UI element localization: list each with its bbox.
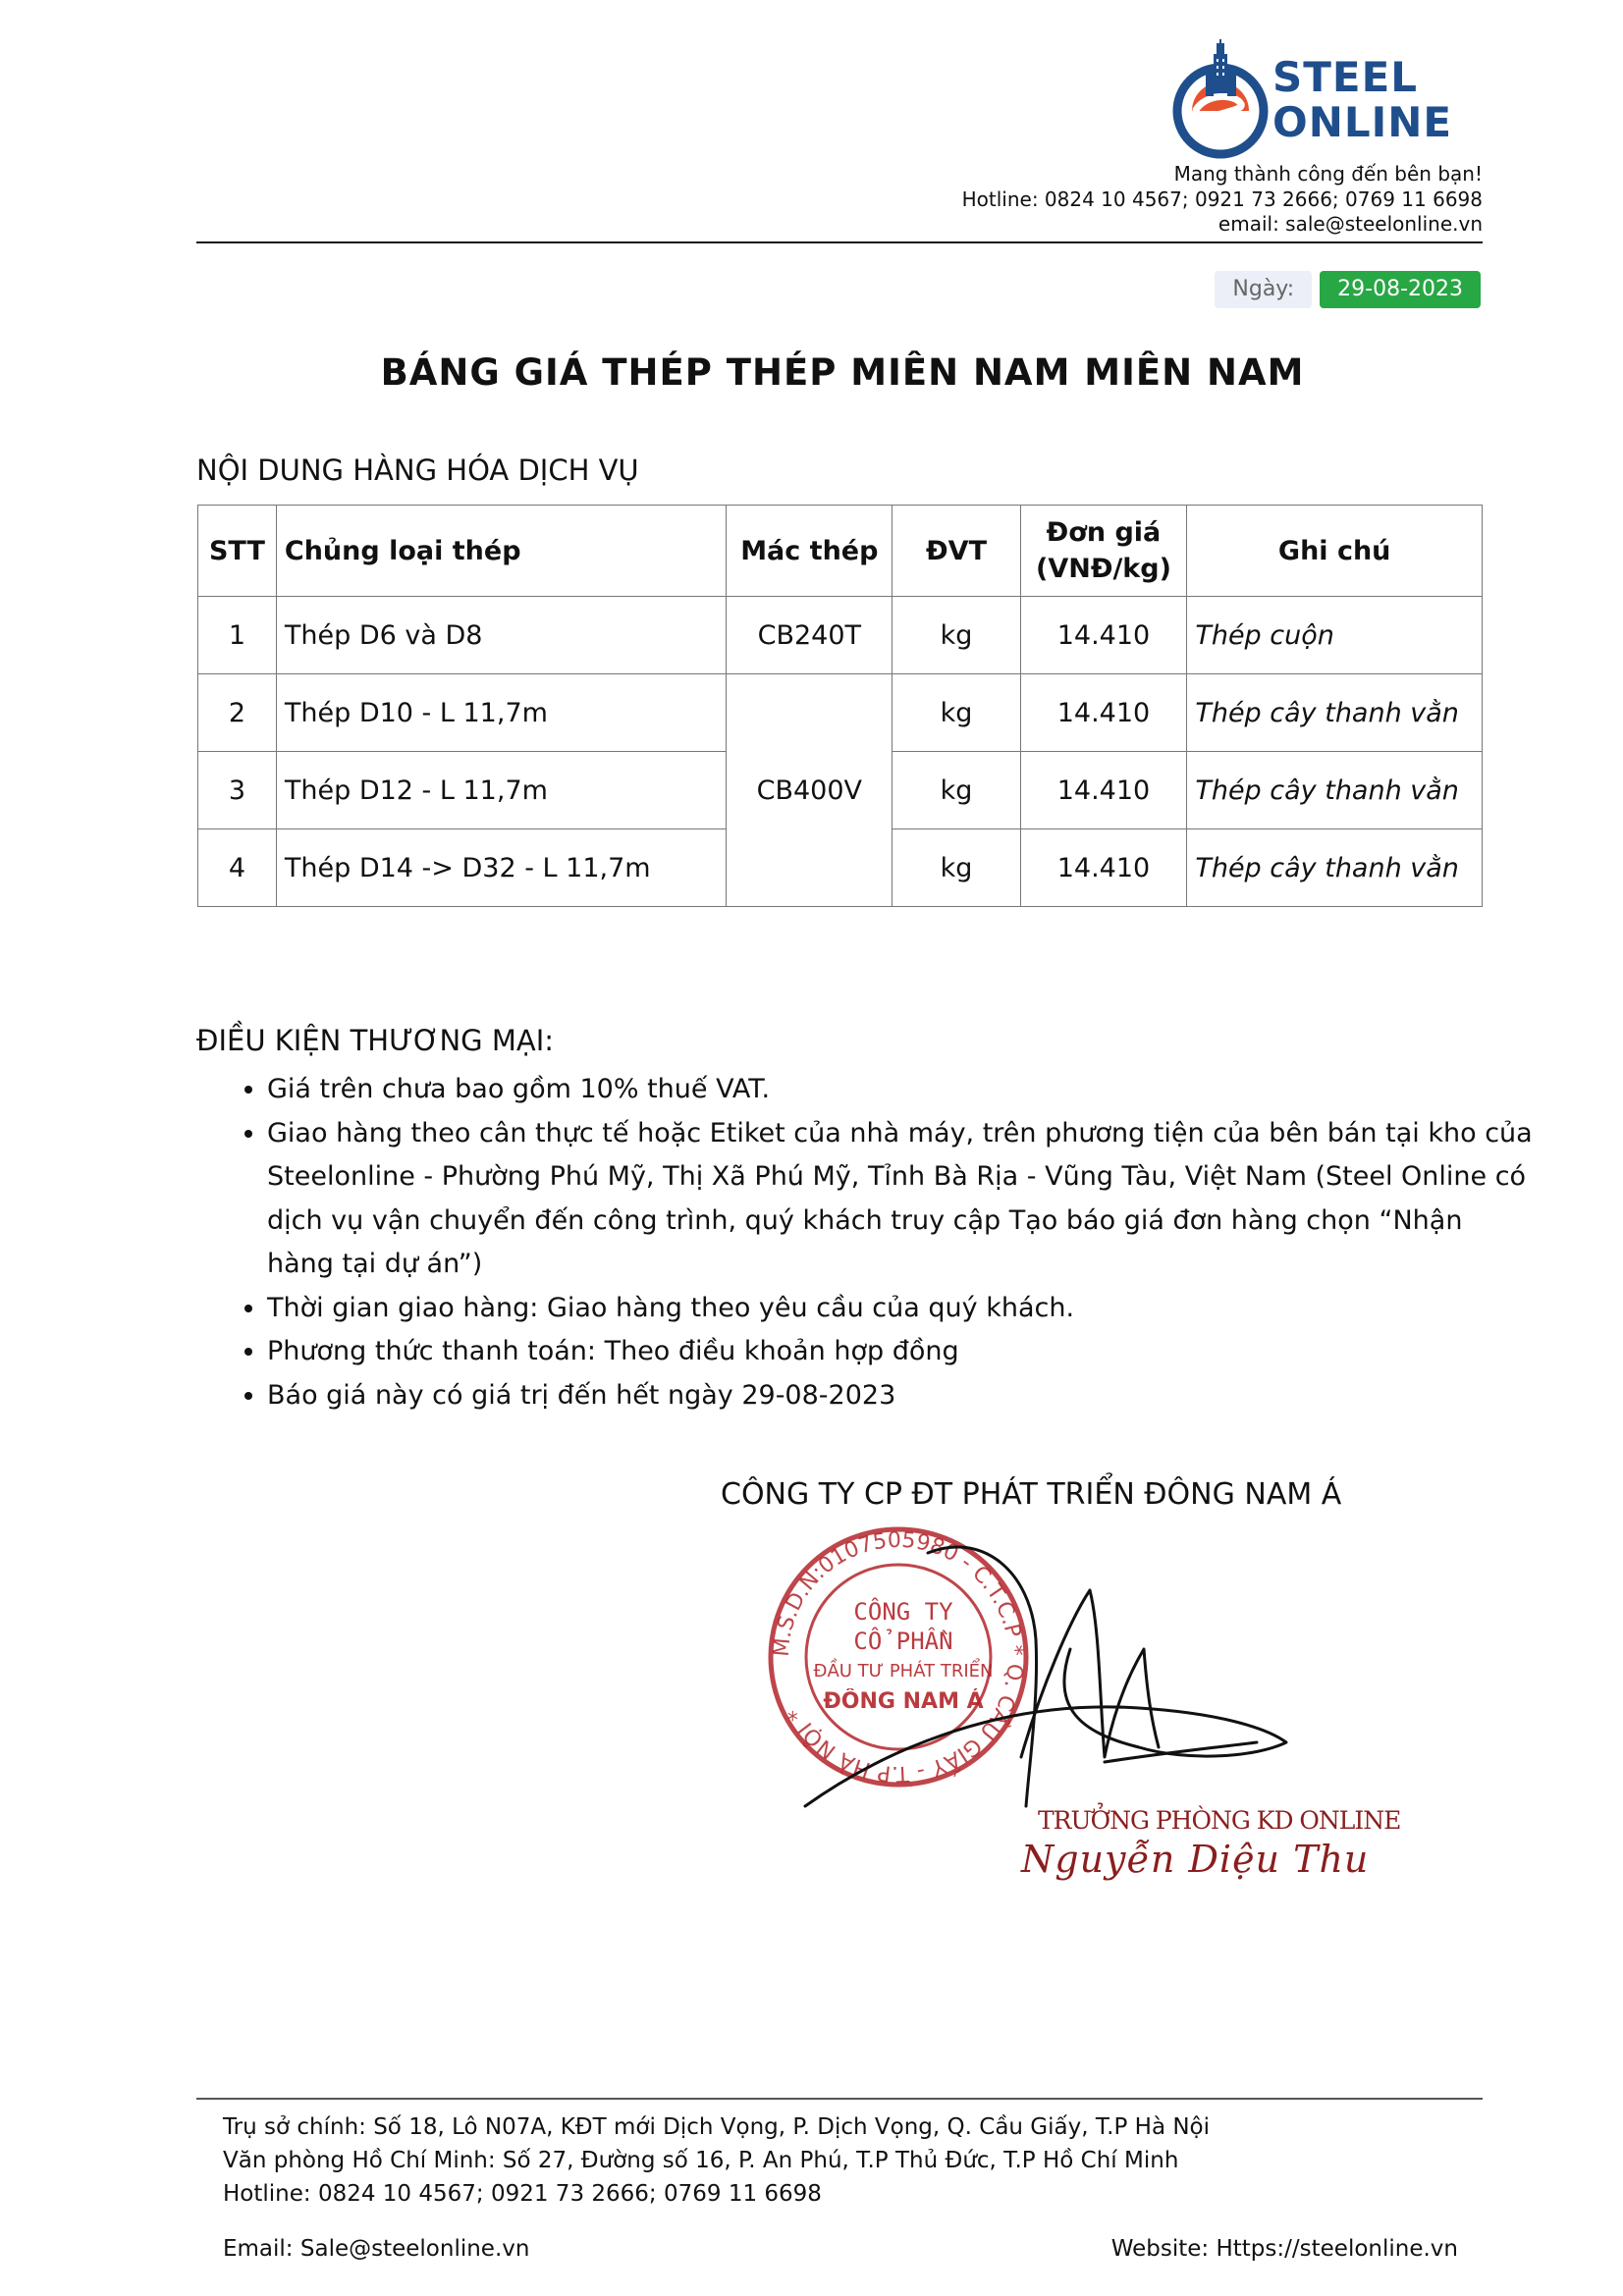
document-title: BÁNG GIÁ THÉP THÉP MIÊN NAM MIÊN NAM (380, 351, 1305, 394)
cell-price: 14.410 (1020, 829, 1187, 907)
price-table (197, 505, 1483, 907)
date-label: Ngày: (1215, 271, 1312, 308)
terms-heading: ĐIỀU KIỆN THƯƠNG MẠI: (196, 1024, 555, 1057)
cell-stt: 1 (198, 597, 277, 674)
company-name: CÔNG TY CP ĐT PHÁT TRIỂN ĐÔNG NAM Á (721, 1477, 1342, 1512)
steel-online-logo (1166, 39, 1481, 162)
logo-text-online: ONLINE (1272, 98, 1453, 146)
col-header-grade: Mác thép (727, 506, 893, 597)
svg-text:CÔNG TY: CÔNG TY (853, 1598, 953, 1626)
cell-stt: 4 (198, 829, 277, 907)
col-header-unit: ĐVT (893, 506, 1020, 597)
cell-grade: CB240T (727, 597, 893, 674)
footer-website: Website: Https://steelonline.vn (1110, 2236, 1458, 2262)
cell-grade-merged: CB400V (727, 674, 893, 907)
list-item: • Phương thức thanh toán: Theo điều khoản hợp đồng (267, 1330, 1534, 1374)
cell-price: 14.410 (1020, 674, 1187, 752)
table-row (198, 674, 1483, 752)
cell-unit: kg (893, 597, 1020, 674)
svg-text:CỔ PHẦN: CỔ PHẦN (853, 1628, 953, 1655)
list-item: • Giao hàng theo cân thực tế hoặc Etiket của nhà máy, trên phương tiện của bên bán tại kho của Steelonline - Phường Phú Mỹ, Thị Xã Phú Mỹ, Tỉnh Bà Rịa - Vũng Tàu, Việt Nam (Steel Online có dịch vụ vận chuyển đến công trình, quý khách truy cập Tạo báo giá đơn hàng chọn “Nhận hàng tại dự án”) (267, 1112, 1534, 1287)
cell-unit: kg (893, 829, 1020, 907)
list-item: • Thời gian giao hàng: Giao hàng theo yêu cầu của quý khách. (267, 1287, 1534, 1331)
col-header-note: Ghi chú (1187, 506, 1483, 597)
header-divider (196, 241, 1483, 243)
logo-emblem-icon (1166, 39, 1270, 162)
cell-note: Thép cây thanh vằn (1187, 674, 1483, 752)
cell-stt: 2 (198, 674, 277, 752)
cell-price: 14.410 (1020, 597, 1187, 674)
cell-note: Thép cuộn (1187, 597, 1483, 674)
company-stamp (770, 1528, 1027, 1786)
cell-unit: kg (893, 752, 1020, 829)
footer-hcm-office: Văn phòng Hồ Chí Minh: Số 27, Đường số 16, P. An Phú, T.P Thủ Đức, T.P Hồ Chí Minh (223, 2148, 1179, 2173)
cell-type: Thép D12 - L 11,7m (276, 752, 726, 829)
footer-hotline: Hotline: 0824 10 4567; 0921 73 2666; 0769 11 6698 (223, 2181, 822, 2207)
cell-type: Thép D6 và D8 (276, 597, 726, 674)
signer-name: Nguyễn Diệu Thu (1021, 1838, 1370, 1881)
cell-note: Thép cây thanh vằn (1187, 829, 1483, 907)
date-badge: 29-08-2023 (1320, 271, 1481, 308)
cell-unit: kg (893, 674, 1020, 752)
date-row (1215, 271, 1481, 308)
footer-head-office: Trụ sở chính: Số 18, Lô N07A, KĐT mới Dịch Vọng, P. Dịch Vọng, Q. Cầu Giấy, T.P Hà Nội (223, 2114, 1211, 2140)
footer-email: Email: Sale@steelonline.vn (223, 2236, 530, 2262)
footer-address (223, 2110, 1210, 2211)
footer-divider (196, 2098, 1483, 2100)
table-header-row (198, 506, 1483, 597)
svg-text:M.S.D.N:0107505980 - C.T.C.P *: M.S.D.N:0107505980 - C.T.C.P * Q. CẦU GIẤY - T.P HÀ NỘI * (769, 1527, 1028, 1787)
terms-list (218, 1068, 1534, 1417)
header-email: email: sale@steelonline.vn (1217, 212, 1483, 236)
cell-stt: 3 (198, 752, 277, 829)
list-item: • Báo giá này có giá trị đến hết ngày 29-08-2023 (267, 1374, 1534, 1418)
col-header-stt: STT (198, 506, 277, 597)
header-contact (962, 162, 1483, 238)
logo-text-steel: STEEL (1272, 53, 1419, 101)
tagline: Mang thành công đến bên bạn! (1173, 162, 1483, 186)
header-hotline: Hotline: 0824 10 4567; 0921 73 2666; 0769 11 6698 (961, 187, 1483, 211)
cell-note: Thép cây thanh vằn (1187, 752, 1483, 829)
list-item: • Giá trên chưa bao gồm 10% thuế VAT. (267, 1068, 1534, 1112)
cell-type: Thép D10 - L 11,7m (276, 674, 726, 752)
goods-heading: NỘI DUNG HÀNG HÓA DỊCH VỤ (196, 454, 639, 487)
table-row (198, 597, 1483, 674)
signer-title: TRƯỞNG PHÒNG KD ONLINE (1038, 1806, 1401, 1835)
svg-text:ĐÔNG NAM Á: ĐÔNG NAM Á (823, 1689, 984, 1714)
cell-price: 14.410 (1020, 752, 1187, 829)
cell-type: Thép D14 -> D32 - L 11,7m (276, 829, 726, 907)
col-header-price: Đơn giá (VNĐ/kg) (1020, 506, 1187, 597)
col-header-type: Chủng loại thép (276, 506, 726, 597)
svg-text:ĐẦU TƯ PHÁT TRIỂN: ĐẦU TƯ PHÁT TRIỂN (813, 1661, 994, 1682)
